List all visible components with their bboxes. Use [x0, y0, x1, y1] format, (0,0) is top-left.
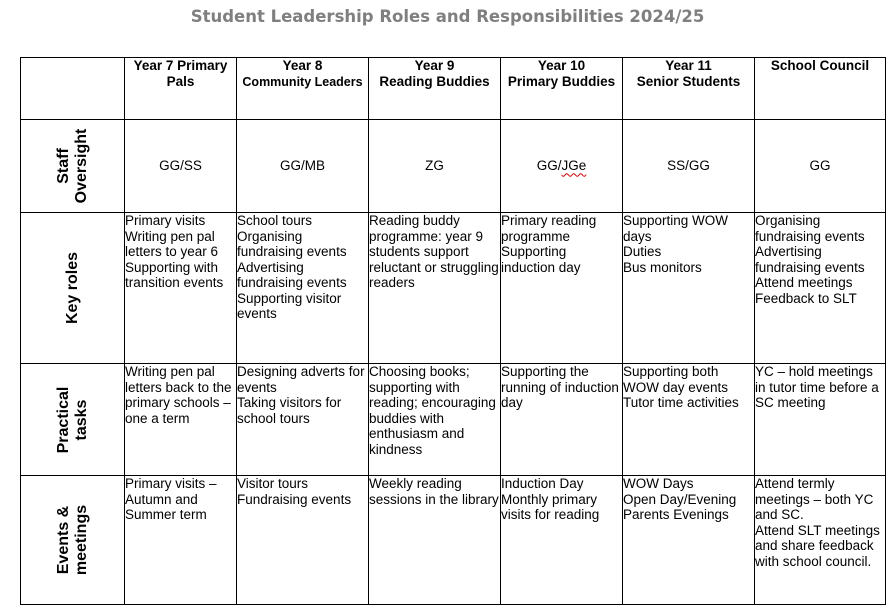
- events-meetings-cell: Attend termly meetings – both YC and SC. Attend SLT meetings and share feedback with school council.: [755, 476, 886, 605]
- practical-tasks-cell: YC – hold meetings in tutor time before a SC meeting: [755, 364, 886, 476]
- practical-tasks-cell: Designing adverts for events Taking visitors for school tours: [237, 364, 369, 476]
- page-title: Student Leadership Roles and Responsibilities 2024/25: [190, 7, 705, 26]
- corner-cell: [21, 58, 125, 120]
- practical-tasks-cell: Supporting the running of induction day: [501, 364, 623, 476]
- column-header-year9: Year 9 Reading Buddies: [369, 58, 501, 120]
- column-header-school-council: School Council: [755, 58, 886, 120]
- column-header-year7: Year 7 Primary Pals: [125, 58, 237, 120]
- row-header-staff-oversight: Staff Oversight: [21, 120, 125, 213]
- staff-cell: GG: [755, 120, 886, 213]
- events-meetings-cell: Visitor tours Fundraising events: [237, 476, 369, 605]
- practical-tasks-cell: Choosing books; supporting with reading; encouraging buddies with enthusiasm and kindness: [369, 364, 501, 476]
- staff-cell: GG/SS: [125, 120, 237, 213]
- key-roles-row: [21, 213, 886, 364]
- column-header-year11: Year 11 Senior Students: [623, 58, 755, 120]
- leadership-roles-table: [20, 57, 886, 605]
- column-header-year10: Year 10 Primary Buddies: [501, 58, 623, 120]
- key-roles-cell: Organising fundraising events Advertising fundraising events Attend meetings Feedback to SLT: [755, 213, 886, 364]
- practical-tasks-row: [21, 364, 886, 476]
- staff-cell: SS/GG: [623, 120, 755, 213]
- header-row: [21, 58, 886, 120]
- row-header-key-roles: Key roles: [21, 213, 125, 364]
- events-meetings-cell: Primary visits – Autumn and Summer term: [125, 476, 237, 605]
- spelling-squiggle: JGe: [561, 158, 587, 174]
- practical-tasks-cell: Writing pen pal letters back to the primary schools – one a term: [125, 364, 237, 476]
- key-roles-cell: School tours Organising fundraising events Advertising fundraising events Supporting visitor events: [237, 213, 369, 364]
- events-meetings-cell: Weekly reading sessions in the library: [369, 476, 501, 605]
- column-header-year8: Year 8 Community Leaders: [237, 58, 369, 120]
- practical-tasks-cell: Supporting both WOW day events Tutor time activities: [623, 364, 755, 476]
- staff-cell: GG/JGe: [501, 120, 623, 213]
- staff-cell: ZG: [369, 120, 501, 213]
- events-meetings-row: [21, 476, 886, 605]
- key-roles-cell: Supporting WOW days Duties Bus monitors: [623, 213, 755, 364]
- events-meetings-cell: Induction Day Monthly primary visits for reading: [501, 476, 623, 605]
- row-header-events-meetings: Events & meetings: [21, 476, 125, 605]
- key-roles-cell: Primary visits Writing pen pal letters to year 6 Supporting with transition events: [125, 213, 237, 364]
- key-roles-cell: Primary reading programme Supporting induction day: [501, 213, 623, 364]
- row-header-practical-tasks: Practical tasks: [21, 364, 125, 476]
- staff-oversight-row: [21, 120, 886, 213]
- staff-cell: GG/MB: [237, 120, 369, 213]
- events-meetings-cell: WOW Days Open Day/Evening Parents Evenings: [623, 476, 755, 605]
- key-roles-cell: Reading buddy programme: year 9 students support reluctant or struggling readers: [369, 213, 501, 364]
